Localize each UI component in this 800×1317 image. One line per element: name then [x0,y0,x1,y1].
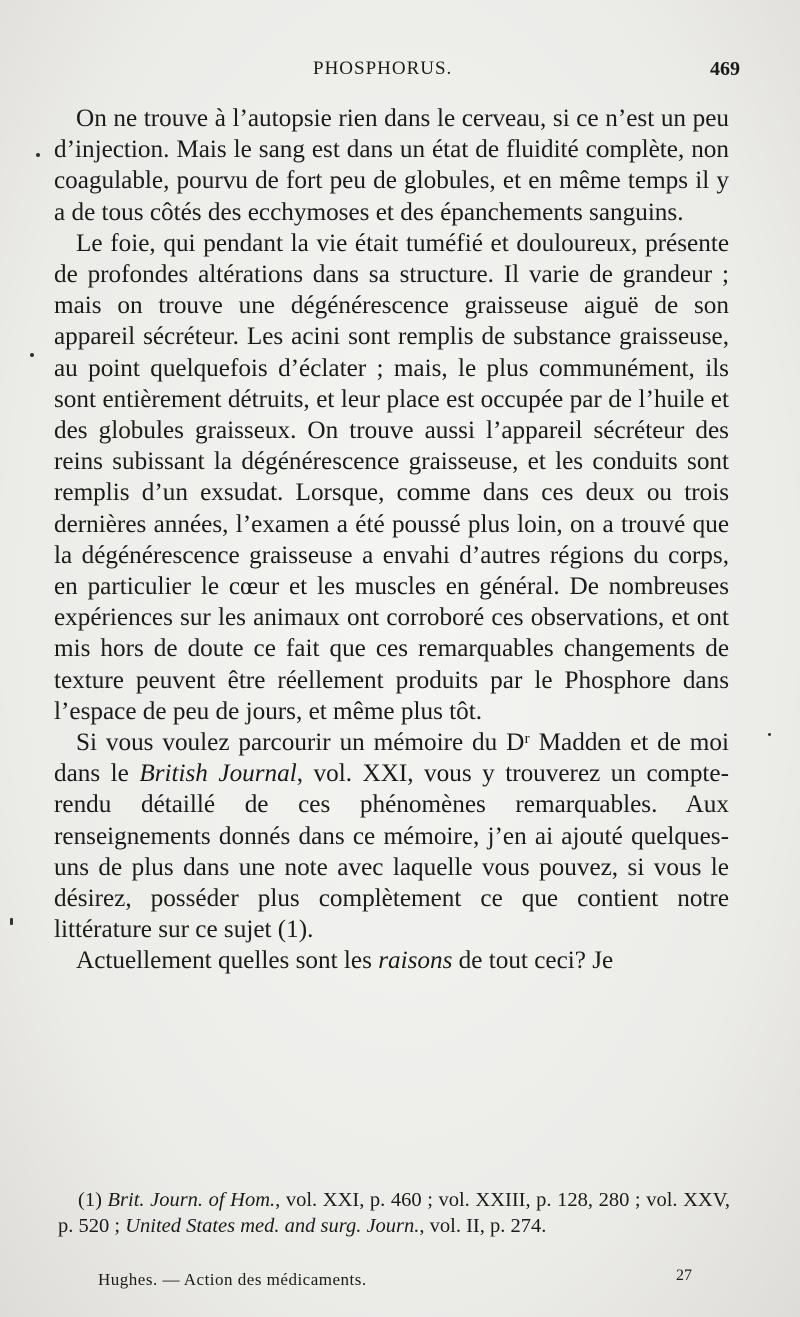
italic-emphasis: raisons [378,947,453,975]
footnote-journal-title: Brit. Journ. of Hom. [107,1189,276,1211]
body-text [54,103,729,977]
footnote-text [58,1188,730,1239]
ink-speck [10,918,13,925]
footnote-marker: (1) [78,1189,108,1211]
italic-journal-title: British Journal [139,760,297,788]
text-segment: de tout ceci? Je [452,947,614,975]
paragraph [54,727,729,945]
text-segment: On ne trouve à l’autopsie rien dans le cerveau, si ce n’est un peu d’injection. Mais le sang est dans un état de fluidité complète, non coagulable, pourvu de fort peu de globules, et en même temps il y a de tous côtés des ecchymoses et des épanchements sanguins. [54,105,729,226]
paragraph [54,228,729,727]
footnote-segment: , vol. XXI, p. 460 ; vol. XXIII, p. 128, 280 ; vol. XXV, p. 520 ; [58,1189,731,1237]
running-head [0,58,800,88]
text-segment: , vol. XXI, vous y trouverez un compte-rendu détaillé de ces phénomènes remarquables. Aux renseignements donnés dans ce mémoire, j’en ai ajouté quelques-uns de plus dans une note avec laquelle vous pouvez, si vous le désirez, posséder plus complètement ce que contient notre littérature sur ce sujet (1). [54,760,729,944]
footnote-segment: , vol. II, p. 274. [419,1214,547,1237]
paragraph [54,945,729,976]
signature-mark: 27 [676,1267,692,1284]
page-footer [0,1267,800,1296]
footnote [58,1188,730,1239]
text-segment: Actuellement quelles sont les [76,947,379,975]
ink-speck [768,733,771,736]
text-segment: Le foie, qui pendant la vie était tuméfié et douloureux, présente de profondes altérations dans sa structure. Il varie de grandeur ; mais on trouve une dégénérescence graisseuse aiguë de son appareil sécréteur. Les acini sont remplis de substance graisseuse, au point quelquefois d’éclater ; mais, le plus communément, ils sont entièrement détruits, et leur place est occupée par de l’huile et des globules graisseux. On trouve aussi l’appareil sécréteur des reins subissant la dégénérescence graisseuse, et les conduits sont remplis d’un exsudat. Lorsque, comme dans ces deux ou trois dernières années, l’examen a été poussé plus loin, on a trouvé que la dégénérescence graisseuse a envahi d’autres régions du corps, en particulier le cœur et les muscles en général. De nombreuses expériences sur les animaux ont corroboré ces observations, et ont mis hors de doute ce fait que ces remarquables changements de texture peuvent être réellement produits par le Phosphore dans l’espace de peu de jours, et même plus tôt. [54,229,729,725]
page-number: 469 [710,58,740,80]
footer-author-title: Hughes. — Action des médicaments. [98,1270,367,1289]
text-segment: Si vous voulez parcourir un mémoire du Dʳ Madden et de moi dans le [54,729,729,788]
footnote-journal-title: United States med. and surg. Journ. [125,1214,420,1237]
paragraph [54,103,729,228]
ink-speck [30,353,34,357]
ink-speck [36,153,40,157]
running-head-title: PHOSPHORUS. [313,58,453,79]
